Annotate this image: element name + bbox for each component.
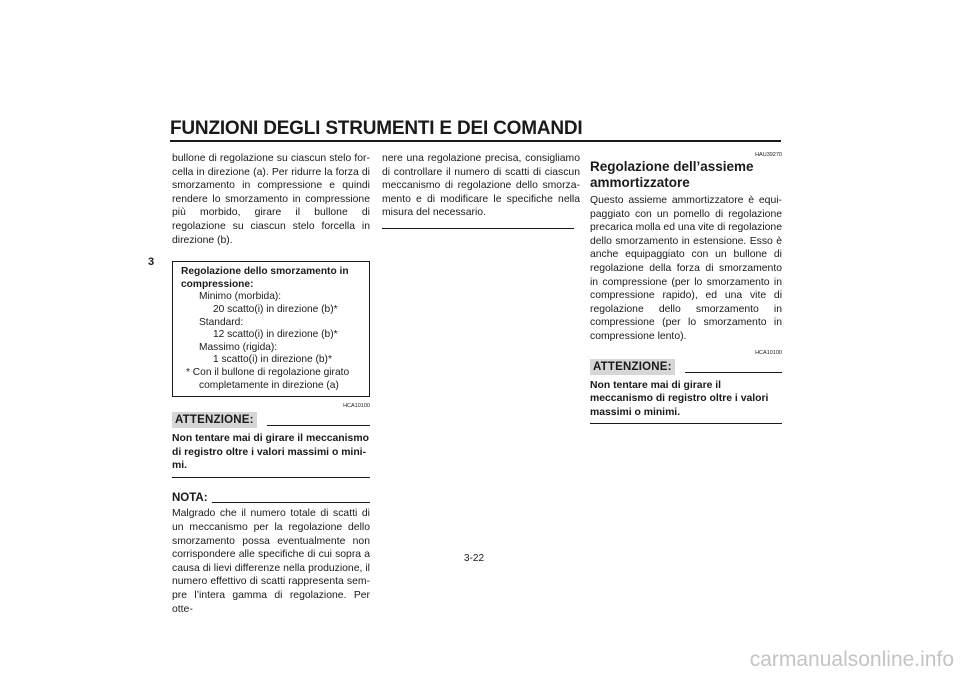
section-title: Regolazione dell’assieme ammortizzatore (590, 159, 754, 190)
title-rule (170, 140, 781, 142)
spec-std-value: 12 scatto(i) in direzione (b)* (213, 329, 338, 341)
column-2 (382, 152, 580, 229)
spec-std-label: Standard: (199, 316, 244, 328)
note-label: NOTA: (172, 491, 208, 504)
page-number: 3-22 (464, 553, 485, 564)
note-header (172, 492, 370, 506)
spec-box (172, 261, 370, 397)
warning-header (172, 412, 370, 428)
intro-paragraph: bullone di regolazione su ciascun stelo forcella in direzione (a). Per ridurre la forza di smorzamento in compressione e quindi rendere lo smorzamento in compressione più morbido, girare il bullone di regolazione su ciascun stelo forcella in direzione (b). (172, 153, 370, 246)
warning-header-2 (590, 359, 782, 375)
note-text: Malgrado che il numero totale di scatti di un meccanismo per la regolazione dello smorzamento possa eventualmente non corrispondere alle specifiche di cui sopra a causa di lievi differenze nella produzione, il numero effettivo di scatti rappresenta sempre l’intera gamma di regolazione. Per otte- (172, 508, 370, 615)
spec-max-value: 1 scatto(i) in direzione (b)* (213, 354, 332, 366)
warning-end-rule-2 (590, 423, 782, 424)
warning-rule-2 (685, 372, 782, 373)
spec-title: Regolazione dello smorzamento in compressione: (181, 266, 349, 290)
warning-rule (267, 425, 370, 426)
warning-code-2: HCA10100 (755, 349, 782, 356)
section-end-rule (382, 228, 574, 229)
watermark: carmanualsonline.info (749, 648, 954, 671)
spec-note: * Con il bullone di regolazione girato (186, 366, 350, 378)
note-rule (212, 502, 370, 503)
page-title: FUNZIONI DEGLI STRUMENTI E DEI COMANDI (170, 118, 583, 139)
section-code: HAU39270 (755, 152, 782, 158)
spec-max-label: Massimo (rigida): (199, 341, 278, 353)
warning-code: HCA10100 (343, 403, 370, 410)
section-paragraph: Questo assieme ammortizzatore è equipaggiato con un pomello di regolazione precarica molla ed una vite di regolazione dello smorzamento in estensione. Esso è anche equipaggiato con un bullone di regolazione della forza di smorzamento in compressione (per lo smorzamento in compressione rapido), ed una vite di regolazione dello smorzamento in compressione (per lo smorzamento in compressione lento). (590, 195, 782, 342)
warning-label: ATTENZIONE: (172, 412, 257, 428)
spec-note-cont: completamente in direzione (a) (199, 379, 339, 391)
warning-end-rule (172, 477, 370, 478)
spec-min-value: 20 scatto(i) in direzione (b)* (213, 303, 338, 315)
spec-min-label: Minimo (morbida): (199, 291, 282, 303)
warning-text-2: Non tentare mai di girare il meccanismo di registro oltre i valori massimi o minimi. (590, 379, 769, 418)
continued-paragraph: nere una regolazione precisa, consigliamo di controllare il numero di scatti di ciascun meccanismo di regolazione dello smorzamento e di modificare le specifiche nella misura del necessario. (382, 153, 580, 219)
warning-label-2: ATTENZIONE: (590, 359, 675, 375)
column-3 (590, 152, 782, 424)
warning-text: Non tentare mai di girare il meccanismo di registro oltre i valori massimi o minimi. (172, 433, 369, 472)
chapter-tab: 3 (147, 256, 155, 268)
column-1 (172, 152, 370, 616)
